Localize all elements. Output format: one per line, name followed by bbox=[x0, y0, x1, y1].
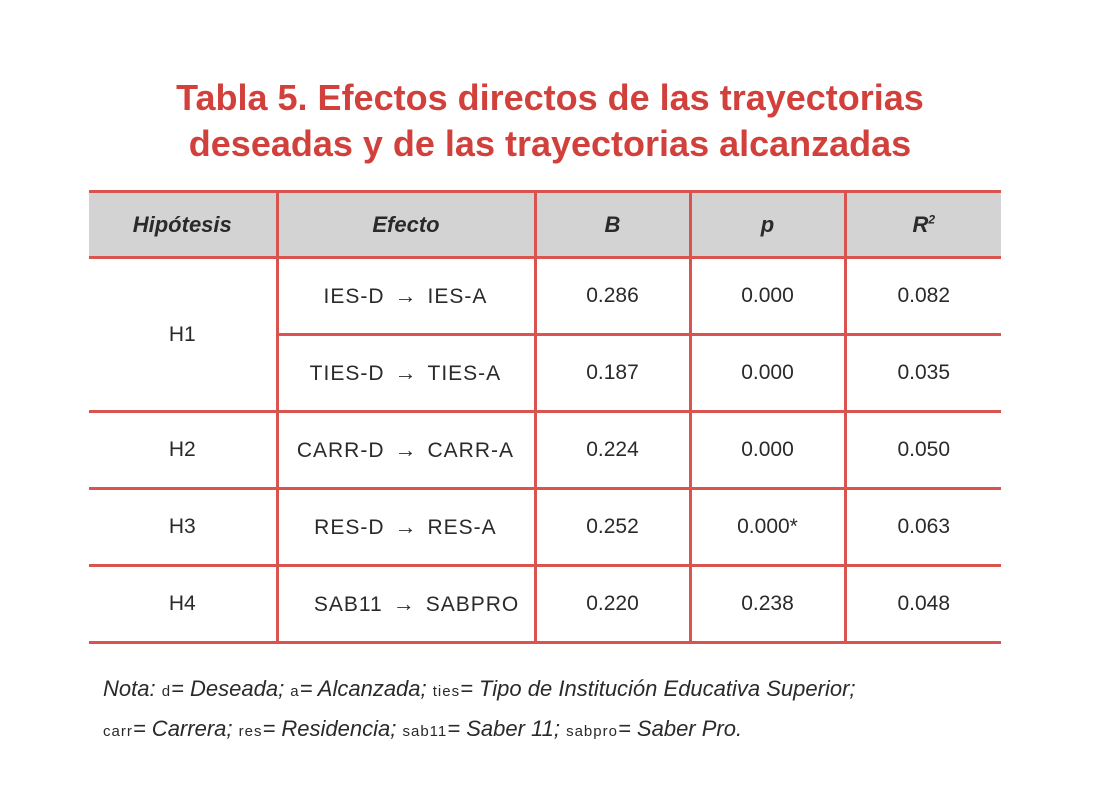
effect-cell bbox=[277, 489, 535, 566]
hypothesis-cell: H4 bbox=[89, 566, 277, 643]
effect-from: IES-D bbox=[323, 285, 385, 308]
b-value: 0.224 bbox=[535, 412, 690, 489]
effect-to: IES-A bbox=[427, 285, 488, 308]
header-r2-superscript: 2 bbox=[928, 212, 936, 227]
table-row bbox=[89, 489, 1001, 566]
note-abbr-a: a bbox=[290, 683, 300, 700]
note-def-a: = Alcanzada; bbox=[299, 676, 433, 701]
arrow-icon: → bbox=[394, 514, 418, 539]
effect-from: CARR-D bbox=[296, 439, 385, 462]
effect-cell bbox=[277, 335, 535, 412]
effect-cell bbox=[277, 412, 535, 489]
arrow-icon: → bbox=[394, 283, 418, 308]
note-def-res: = Residencia; bbox=[262, 716, 403, 741]
effect-from: SAB11 bbox=[313, 593, 383, 616]
note-abbr-ties: ties bbox=[432, 683, 461, 700]
r2-value: 0.035 bbox=[845, 335, 1001, 412]
r2-value: 0.050 bbox=[845, 412, 1001, 489]
note-abbr-d: d bbox=[161, 683, 172, 700]
p-value: 0.000 bbox=[690, 258, 845, 335]
r2-value: 0.063 bbox=[845, 489, 1001, 566]
results-table bbox=[89, 190, 1001, 644]
effect-cell bbox=[277, 566, 535, 643]
b-value: 0.187 bbox=[535, 335, 690, 412]
header-effect: Efecto bbox=[277, 192, 535, 258]
note-prefix: Nota: bbox=[103, 676, 162, 701]
header-row bbox=[89, 192, 1001, 258]
table-row bbox=[89, 566, 1001, 643]
r2-value: 0.082 bbox=[845, 258, 1001, 335]
note-abbr-sabpro: sabpro bbox=[566, 723, 618, 740]
p-value: 0.000* bbox=[690, 489, 845, 566]
hypothesis-cell: H1 bbox=[89, 258, 277, 412]
note-def-ties: = Tipo de Institución Educativa Superior; bbox=[460, 676, 856, 701]
effect-from: TIES-D bbox=[309, 362, 385, 385]
header-r2 bbox=[845, 192, 1001, 258]
b-value: 0.252 bbox=[535, 489, 690, 566]
hypothesis-cell: H2 bbox=[89, 412, 277, 489]
effect-to: CARR-A bbox=[427, 439, 515, 462]
effect-from: RES-D bbox=[314, 516, 385, 539]
p-value: 0.000 bbox=[690, 335, 845, 412]
effect-cell bbox=[277, 258, 535, 335]
note-def-carr: = Carrera; bbox=[132, 716, 239, 741]
note-def-sabpro: = Saber Pro. bbox=[617, 716, 743, 741]
arrow-icon: → bbox=[394, 360, 418, 385]
header-b: B bbox=[535, 192, 690, 258]
table-title-line-2: deseadas y de las trayectorias alcanzadas bbox=[188, 123, 912, 164]
table-row bbox=[89, 258, 1001, 335]
r2-value: 0.048 bbox=[845, 566, 1001, 643]
table-note bbox=[103, 670, 1003, 750]
b-value: 0.220 bbox=[535, 566, 690, 643]
effect-to: TIES-A bbox=[427, 362, 502, 385]
note-abbr-sab11: sab11 bbox=[402, 723, 448, 740]
note-abbr-carr: carr bbox=[103, 723, 133, 740]
table-title bbox=[0, 75, 1100, 167]
header-p: p bbox=[690, 192, 845, 258]
table-row bbox=[89, 412, 1001, 489]
b-value: 0.286 bbox=[535, 258, 690, 335]
effect-to: RES-A bbox=[427, 516, 497, 539]
note-def-d: = Deseada; bbox=[171, 676, 291, 701]
table-title-line-1: Tabla 5. Efectos directos de las trayectorias bbox=[176, 77, 924, 118]
header-hypothesis: Hipótesis bbox=[89, 192, 277, 258]
header-r2-base: R bbox=[912, 211, 929, 237]
arrow-icon: → bbox=[394, 437, 418, 462]
note-def-sab11: = Saber 11; bbox=[447, 716, 567, 741]
arrow-icon: → bbox=[392, 591, 416, 616]
hypothesis-cell: H3 bbox=[89, 489, 277, 566]
p-value: 0.238 bbox=[690, 566, 845, 643]
p-value: 0.000 bbox=[690, 412, 845, 489]
note-abbr-res: res bbox=[238, 723, 263, 740]
effect-to: SABPRO bbox=[425, 593, 520, 616]
